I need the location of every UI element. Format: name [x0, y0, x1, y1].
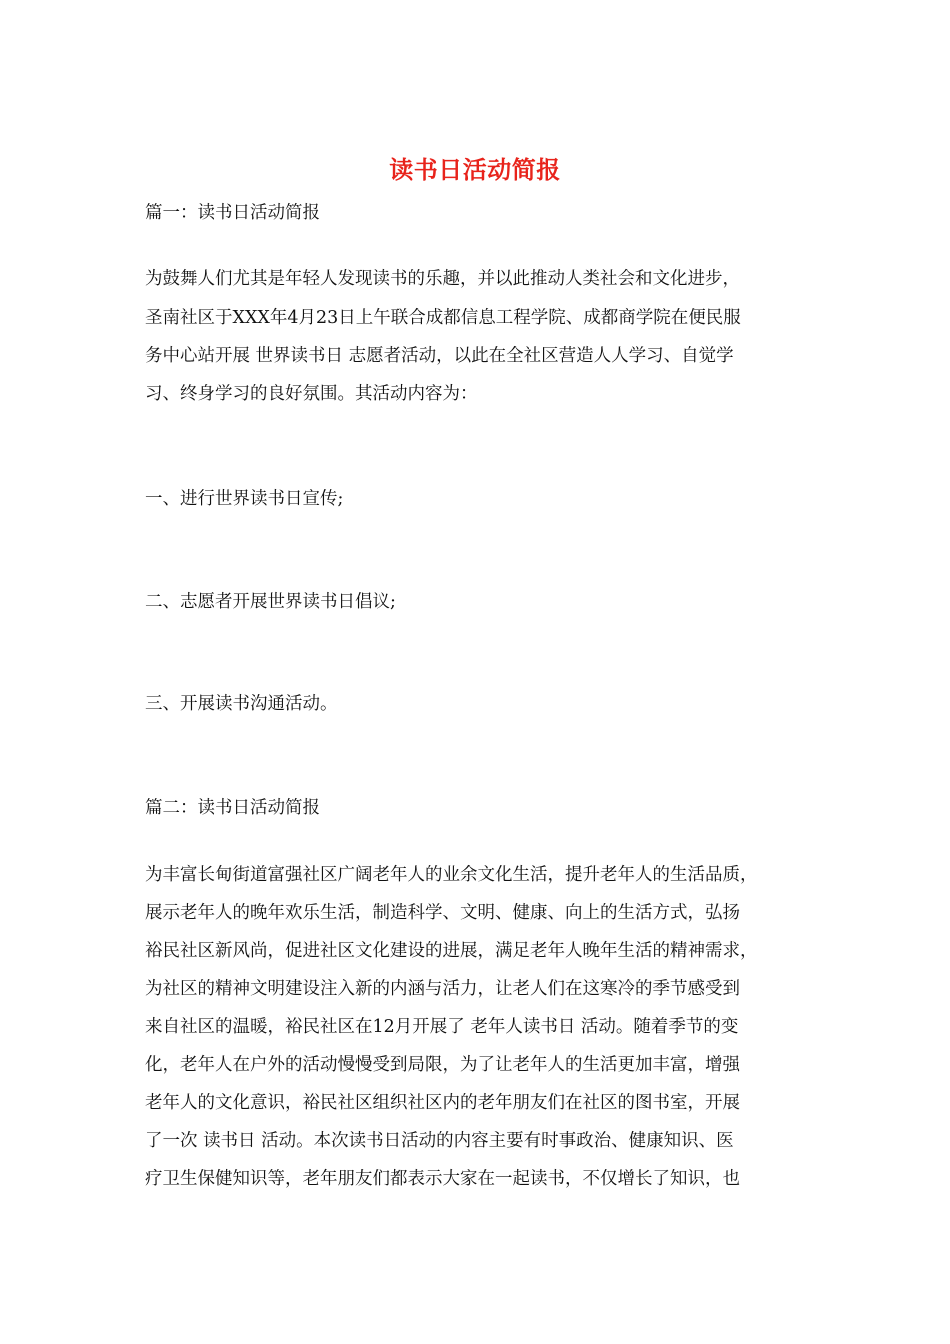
- section-1-paragraph-line: 习、终身学习的良好氛围。其活动内容为：: [145, 384, 478, 404]
- section-2-paragraph-line: 裕民社区新风尚，促进社区文化建设的进展，满足老年人晚年生活的精神需求，: [145, 941, 758, 961]
- section-1-paragraph-line: 务中心站开展 世界读书日 志愿者活动，以此在全社区营造人人学习、自觉学: [145, 346, 734, 366]
- section-2-paragraph-line: 展示老年人的晚年欢乐生活，制造科学、文明、健康、向上的生活方式，弘扬: [145, 903, 740, 923]
- section-2-heading: 篇二：读书日活动简报: [145, 798, 320, 818]
- section-2-paragraph-line: 为社区的精神文明建设注入新的内涵与活力，让老人们在这寒冷的季节感受到: [145, 979, 740, 999]
- section-1-paragraph-line: 为鼓舞人们尤其是年轻人发现读书的乐趣，并以此推动人类社会和文化进步，: [145, 269, 740, 289]
- section-2-paragraph-line: 化，老年人在户外的活动慢慢受到局限，为了让老年人的生活更加丰富，增强: [145, 1055, 740, 1075]
- section-1-item: 一、进行世界读书日宣传;: [145, 489, 344, 509]
- section-2-paragraph-line: 了一次 读书日 活动。本次读书日活动的内容主要有时事政治、健康知识、医: [145, 1131, 734, 1151]
- section-2-paragraph-line: 为丰富长甸街道富强社区广阔老年人的业余文化生活，提升老年人的生活品质，: [145, 865, 758, 885]
- section-1-item: 三、开展读书沟通活动。: [145, 694, 338, 714]
- section-1-item: 二、志愿者开展世界读书日倡议;: [145, 592, 396, 612]
- section-1-heading: 篇一：读书日活动简报: [145, 203, 320, 223]
- section-2-paragraph-line: 疗卫生保健知识等，老年朋友们都表示大家在一起读书，不仅增长了知识，也: [145, 1169, 740, 1189]
- section-2-paragraph-line: 来自社区的温暖，裕民社区在12月开展了 老年人读书日 活动。随着季节的变: [145, 1017, 739, 1037]
- section-1-paragraph-line: 圣南社区于XXX年4月23日上午联合成都信息工程学院、成都商学院在便民服: [145, 308, 741, 328]
- section-2-paragraph-line: 老年人的文化意识，裕民社区组织社区内的老年朋友们在社区的图书室，开展: [145, 1093, 740, 1113]
- document-title: 读书日活动简报: [389, 155, 561, 184]
